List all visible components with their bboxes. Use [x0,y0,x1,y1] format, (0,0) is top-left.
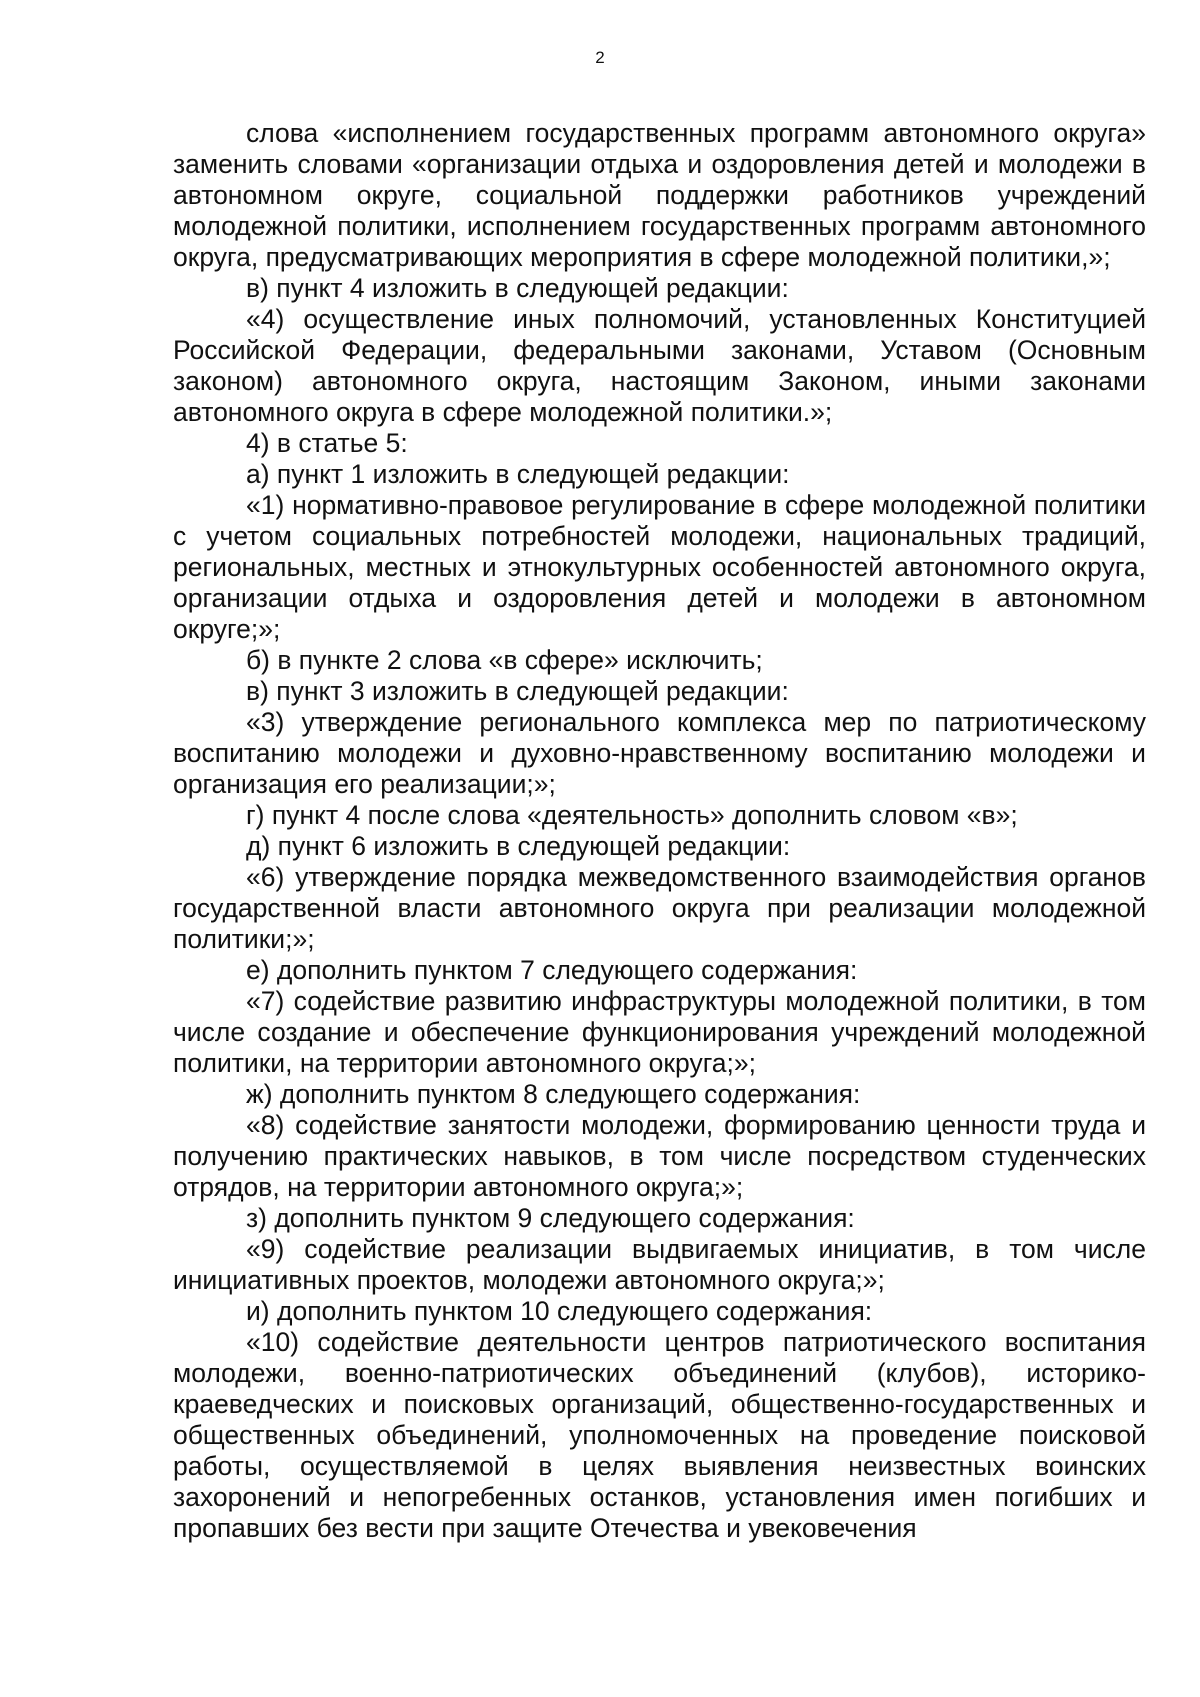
paragraph: б) в пункте 2 слова «в сфере» исключить; [246,645,763,675]
paragraph: а) пункт 1 изложить в следующей редакции: [246,459,790,489]
paragraph: в) пункт 3 изложить в следующей редакции: [246,676,789,706]
paragraph: г) пункт 4 после слова «деятельность» дополнить словом «в»; [246,800,1018,830]
paragraph: и) дополнить пунктом 10 следующего содержания: [246,1296,873,1326]
paragraph: в) пункт 4 изложить в следующей редакции: [246,273,789,303]
paragraph: «10) содействие деятельности центров патриотического воспитания молодежи, военно-патриотических объединений (клубов), историко-краеведческих и поисковых организаций, общественно-государственных и общественных объединений, уполномоченных на проведение поисковой работы, осуществляемой в целях выявления неизвестных воинских захоронений и непогребенных останков, установления имен погибших и пропавших без вести при защите Отечества и увековечения [173,1327,1146,1543]
paragraph: «9) содействие реализации выдвигаемых инициатив, в том числе инициативных проектов, молодежи автономного округа;»; [173,1234,1146,1295]
paragraph: «6) утверждение порядка межведомственного взаимодействия органов государственной власти автономного округа при реализации молодежной политики;»; [173,862,1146,954]
paragraph: 4) в статье 5: [246,428,408,458]
paragraph: ж) дополнить пунктом 8 следующего содержания: [246,1079,861,1109]
paragraph: е) дополнить пунктом 7 следующего содержания: [246,955,858,985]
paragraph: д) пункт 6 изложить в следующей редакции: [246,831,791,861]
paragraph: з) дополнить пунктом 9 следующего содержания: [246,1203,855,1233]
paragraph: слова «исполнением государственных программ автономного округа» заменить словами «организации отдыха и оздоровления детей и молодежи в автономном округе, социальной поддержки работников учреждений молодежной политики, исполнением государственных программ автономного округа, предусматривающих мероприятия в сфере молодежной политики,»; [173,118,1146,272]
page-number: 2 [595,48,605,67]
paragraph: «1) нормативно-правовое регулирование в сфере молодежной политики с учетом социальных потребностей молодежи, национальных традиций, региональных, местных и этнокультурных особенностей автономного округа, организации отдыха и оздоровления детей и молодежи в автономном округе;»; [173,490,1146,644]
document-body [173,118,1146,1544]
paragraph: «7) содействие развитию инфраструктуры молодежной политики, в том числе создание и обеспечение функционирования учреждений молодежной политики, на территории автономного округа;»; [173,986,1146,1078]
paragraph: «3) утверждение регионального комплекса мер по патриотическому воспитанию молодежи и духовно-нравственному воспитанию молодежи и организация его реализации;»; [173,707,1146,799]
paragraph: «8) содействие занятости молодежи, формированию ценности труда и получению практических навыков, в том числе посредством студенческих отрядов, на территории автономного округа;»; [173,1110,1146,1202]
paragraph: «4) осуществление иных полномочий, установленных Конституцией Российской Федерации, федеральными законами, Уставом (Основным законом) автономного округа, настоящим Законом, иными законами автономного округа в сфере молодежной политики.»; [173,304,1146,427]
